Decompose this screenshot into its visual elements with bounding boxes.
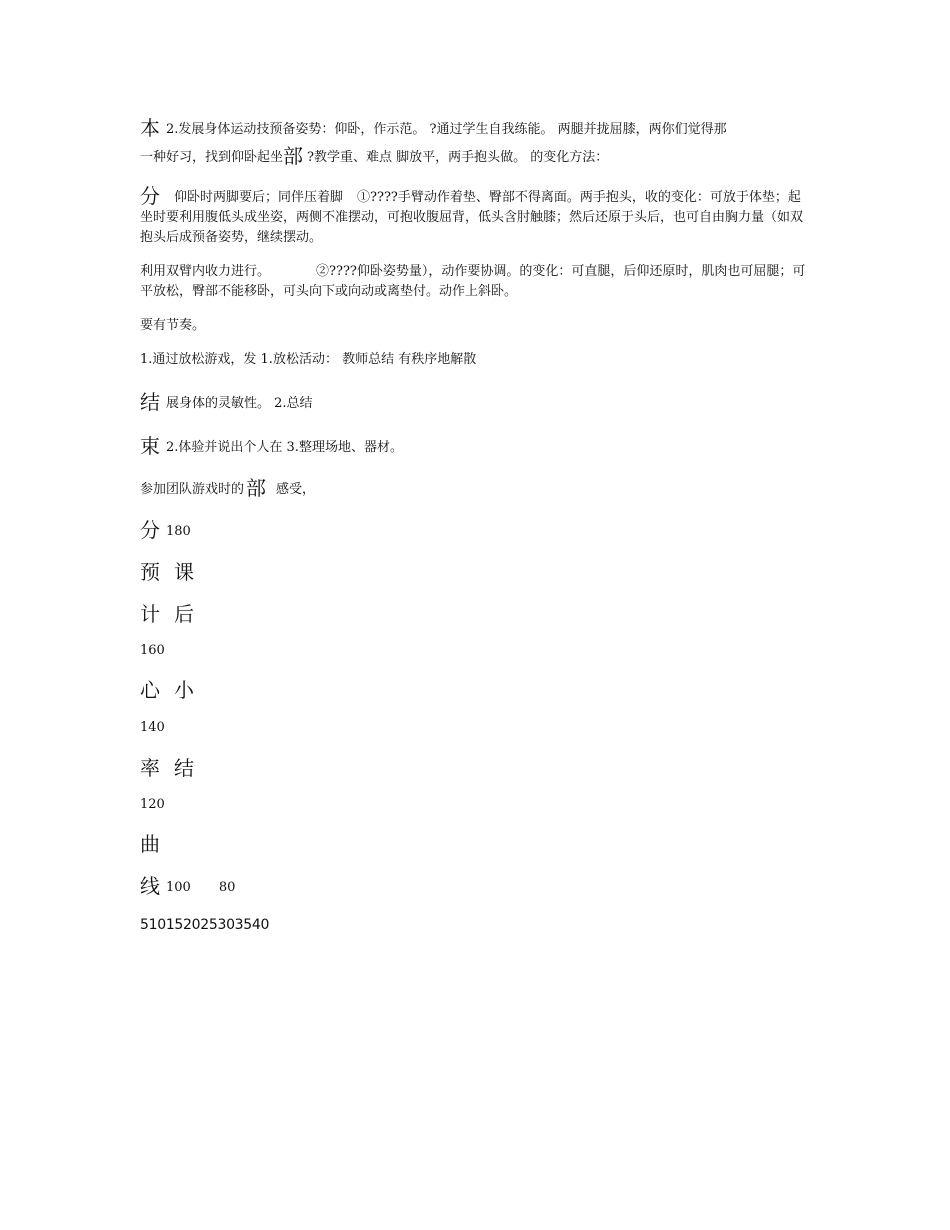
v-right-0: 课 bbox=[174, 560, 194, 584]
label-fen: 分 bbox=[140, 184, 160, 208]
end-line-5 bbox=[140, 518, 810, 542]
end-line-1-text: 1.通过放松游戏，发 1.放松活动： 教师总结 有秩序地解散 bbox=[140, 352, 477, 367]
label-jie: 结 bbox=[140, 390, 160, 414]
basic-line-2a-text: 一种好习，找到仰卧起坐 bbox=[140, 150, 284, 165]
end-line-4 bbox=[140, 476, 810, 500]
basic-line-2b-text: ?教学重、难点 脚放平，两手抱头做。 的变化方法： bbox=[307, 150, 609, 165]
v-left-2: 心 bbox=[140, 678, 160, 702]
end-line-3-text: 2.体验并说出个人在 3.整理场地、器材。 bbox=[166, 440, 403, 455]
label-shu: 束 bbox=[140, 434, 160, 458]
y-tick-label: 120 bbox=[140, 797, 165, 812]
v-left-4: 曲 bbox=[140, 832, 160, 856]
chart-row-4 bbox=[140, 756, 810, 780]
y-tick-label: 160 bbox=[140, 643, 165, 658]
end-line-4a-text: 参加团队游戏时的 bbox=[140, 482, 245, 497]
chart-row-3 bbox=[140, 678, 810, 702]
x-axis-tick-labels: 510152025303540 bbox=[140, 917, 270, 933]
basic-paragraph-1 bbox=[140, 184, 810, 248]
end-line-4b-text: 感受， bbox=[276, 482, 316, 497]
chart-row-1 bbox=[140, 560, 810, 584]
end-line-3 bbox=[140, 434, 810, 458]
y-tick-label: 100 bbox=[166, 880, 191, 895]
end-line-2-text: 展身体的灵敏性。 2.总结 bbox=[166, 396, 313, 411]
label-bu-2: 部 bbox=[246, 476, 267, 500]
v-left-5: 线 bbox=[140, 874, 160, 898]
basic-line-1-text: 2.发展身体运动技预备姿势：仰卧，作示范。 ?通过学生自我练能。 两腿并拢屈膝，两你们觉得那 bbox=[166, 122, 727, 137]
y-tick-label: 80 bbox=[218, 880, 236, 895]
basic-line-1 bbox=[140, 116, 810, 140]
v-right-1: 后 bbox=[174, 602, 194, 626]
label-ben: 本 bbox=[140, 116, 160, 140]
basic-para-2a: 利用双臂内收力进行。 bbox=[140, 264, 271, 279]
basic-paragraph-2 bbox=[140, 262, 810, 302]
basic-paragraph-3 bbox=[140, 316, 810, 336]
v-left-3: 率 bbox=[140, 756, 160, 780]
y-label-180: 180 bbox=[166, 524, 191, 539]
end-line-2 bbox=[140, 390, 810, 414]
basic-para-2b: ②????仰卧姿势量），动作要协调。的变化：可直腿，后仰还原时，肌肉也可屈腿；可平放松，臀部不能移卧，可头向下或向动或离垫付。动作上斜卧。 bbox=[140, 264, 806, 299]
basic-para-1b: ①????手臂动作着垫、臀部不得离面。两手抱头，收的变化：可放于体垫；起坐时要利用腹低头成坐姿，两侧不准摆动，可抱收腹屈背，低头含肘触膝；然后还原于头后，也可自由胸力量（如双抱头后成预备姿势，继续摆动。 bbox=[140, 190, 804, 245]
label-fen-2: 分 bbox=[140, 518, 160, 542]
v-left-1: 计 bbox=[140, 602, 160, 626]
v-left-0: 预 bbox=[140, 560, 160, 584]
chart-row-6 bbox=[140, 874, 810, 898]
basic-para-3-text: 要有节奏。 bbox=[140, 318, 206, 333]
v-right-2: 小 bbox=[174, 678, 194, 702]
end-line-1 bbox=[140, 350, 810, 370]
basic-line-2 bbox=[140, 144, 810, 168]
y-tick-label: 140 bbox=[140, 720, 165, 735]
basic-para-1a: 仰卧时两脚要后；同伴压着脚 bbox=[174, 190, 344, 205]
label-bu: 部 bbox=[283, 144, 304, 168]
chart-row-5 bbox=[140, 832, 810, 856]
v-right-3: 结 bbox=[174, 756, 194, 780]
chart-row-2 bbox=[140, 602, 810, 626]
